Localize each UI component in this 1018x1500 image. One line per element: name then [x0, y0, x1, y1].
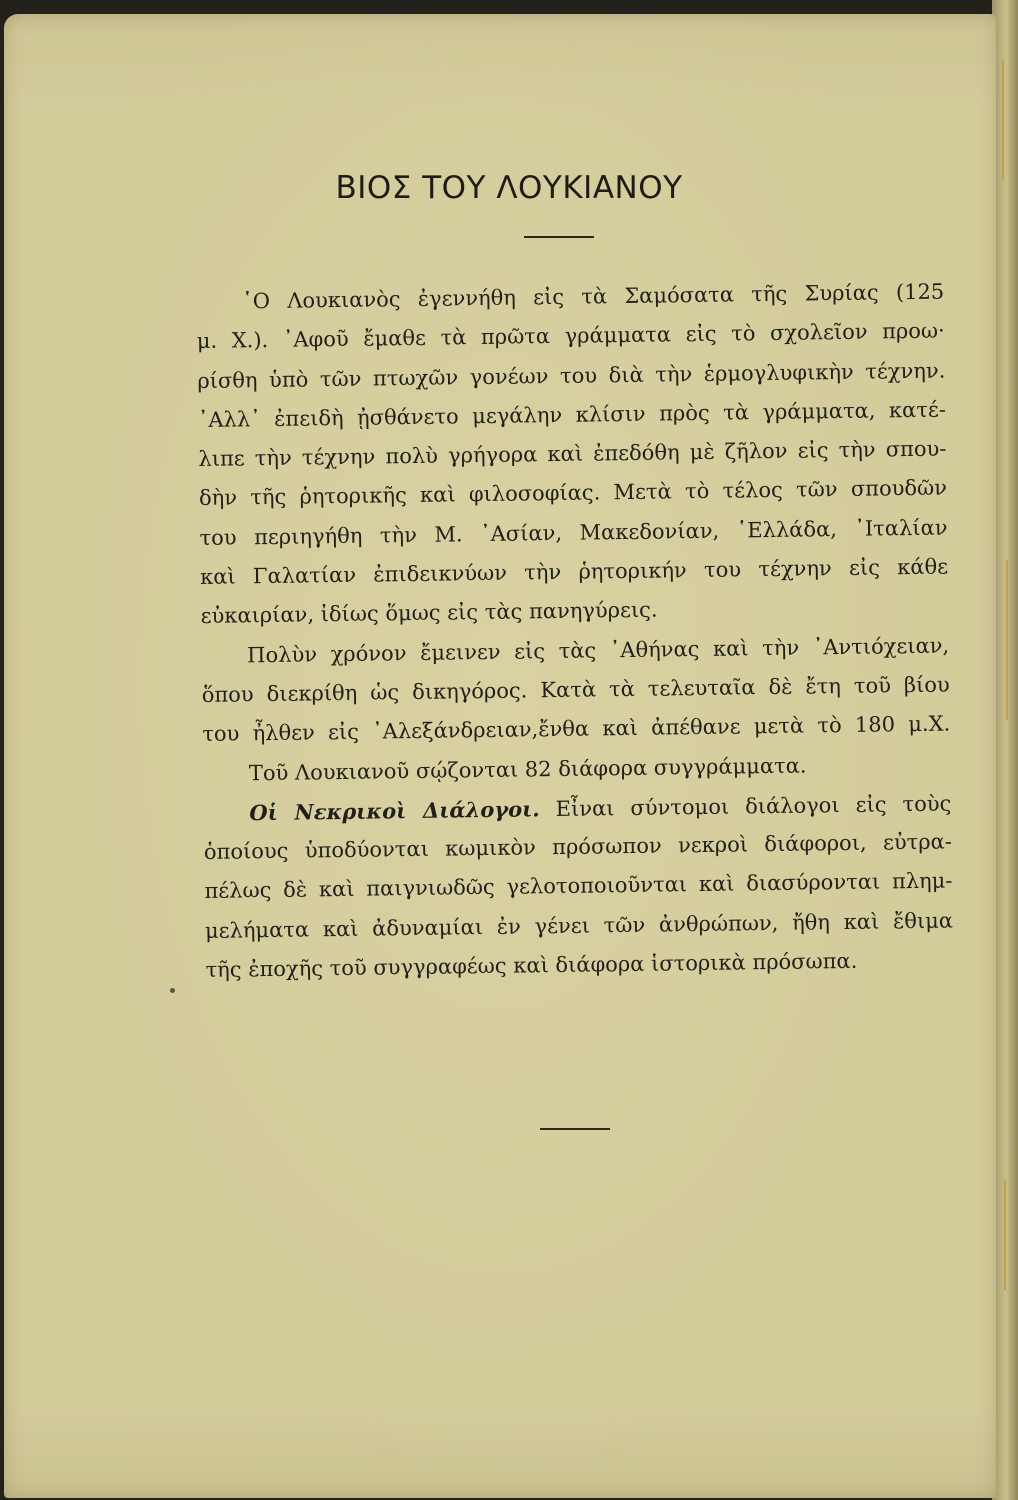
end-rule [540, 1128, 610, 1130]
text-line: ρίσθη ὑπὸ τῶν πτωχῶν γονέων του διὰ τὴν ἑρμογλυφικὴν τέχνην. [197, 358, 946, 393]
text-line: ὁποίους ὑποδύονται κωμικὸν πρόσωπον νεκροὶ διάφοροι, εὐτρα- [203, 829, 953, 865]
text-line: λιπε τὴν τέχνην πολὺ γρήγορα καὶ ἐπεδόθη μὲ ζῆλον εἰς τὴν σπου- [198, 436, 947, 472]
edge-mark [1004, 1180, 1006, 1290]
text-line: του ἦλθεν εἰς ᾿Αλεξάνδρειαν,ἔνθα καὶ ἀπέθανε μετὰ τὸ 180 μ.Χ. [202, 711, 951, 747]
title-rule [524, 236, 594, 238]
text-line: ῾Ο Λουκιανὸς ἐγεννήθη εἰς τὰ Σαμόσατα τῆς Συρίας (125 [242, 279, 945, 314]
text-line: του περιηγήθη τὴν Μ. ᾿Ασίαν, Μακεδονίαν, ῾Ελλάδα, ᾿Ιταλίαν [199, 515, 948, 550]
body-text [196, 273, 954, 991]
paragraph [201, 626, 951, 754]
text-line: πέλως δὲ καὶ παιγνιωδῶς γελοτοποιοῦνται καὶ διασύρονται πλημ- [204, 868, 953, 904]
paragraph [203, 783, 954, 990]
text-line: τῆς ἐποχῆς τοῦ συγγραφέως καὶ διάφορα ἱστορικὰ πρόσωπα. [205, 948, 858, 982]
paragraph [196, 273, 949, 637]
ink-spot [170, 988, 175, 993]
edge-mark [1002, 60, 1004, 180]
page-title: ΒΙΟΣ ΤΟΥ ΛΟΥΚΙΑΝΟΥ [335, 170, 683, 206]
text-line: δὴν τῆς ῥητορικῆς καὶ φιλοσοφίας. Μετὰ τὸ τέλος τῶν σπουδῶν [198, 476, 948, 511]
text-line: Τοῦ Λουκιανοῦ σῴζονται 82 διάφορα συγγράμματα. [248, 753, 807, 785]
text-span: Εἶναι σύντομοι διάλογοι εἰς τοὺς [539, 791, 952, 822]
text-line: ᾿Αλλ᾿ ἐπειδὴ ᾐσθάνετο μεγάλην κλίσιν πρὸς τὰ γράμματα, κατέ- [197, 397, 947, 432]
text-line: μ. Χ.). ᾿Αφοῦ ἔμαθε τὰ πρῶτα γράμματα εἰς τὸ σχολεῖον προω· [196, 318, 945, 354]
text-line: μελήματα καὶ ἀδυναμίαι ἐν γένει τῶν ἀνθρώπων, ἤθη καὶ ἔθιμα [204, 908, 954, 943]
text-line: Πολὺν χρόνον ἔμεινεν εἰς τὰς ᾿Αθήνας καὶ τὴν ᾿Αντιόχειαν, [247, 633, 950, 667]
text-line: ὅπου διεκρίθη ὡς δικηγόρος. Κατὰ τὰ τελευταῖα δὲ ἔτη τοῦ βίου [201, 672, 950, 707]
text-line: εὐκαιρίαν, ἰδίως ὅμως εἰς τὰς πανηγύρεις. [200, 597, 658, 629]
edge-mark [1006, 560, 1008, 720]
text-line: καὶ Γαλατίαν ἐπιδεικνύων τὴν ῥητορικήν του τέχνην εἰς κάθε [199, 554, 949, 590]
emphasis-text: Οἱ Νεκρικοὶ Διάλογοι. [249, 796, 540, 826]
